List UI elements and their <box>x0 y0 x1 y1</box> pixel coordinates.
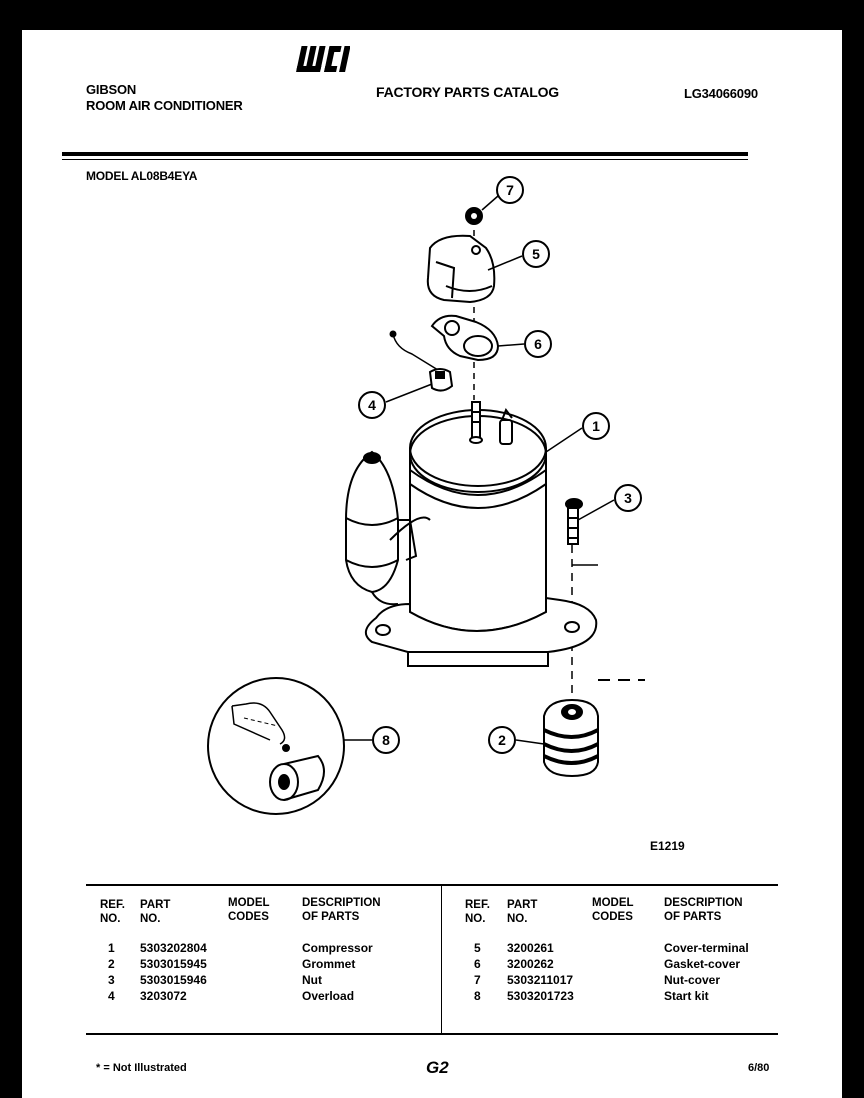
page-code: G2 <box>426 1058 449 1077</box>
table-row-part: 5303202804 <box>140 941 207 955</box>
table-row-part: 5303211017 <box>507 973 574 987</box>
callout-7-label: 7 <box>506 182 514 198</box>
hdr-model-right: MODEL CODES <box>592 897 634 923</box>
table-row-part: 5303015945 <box>140 957 207 971</box>
catalog-title: FACTORY PARTS CATALOG <box>376 84 559 100</box>
table-row-part: 5303201723 <box>507 989 574 1003</box>
table-row-ref: 3 <box>108 973 115 987</box>
table-row-part: 5303015946 <box>140 973 207 987</box>
hdr-ref-right: REF. NO. <box>465 899 490 925</box>
table-row-ref: 6 <box>474 957 481 971</box>
table-row-desc: Cover-terminal <box>664 941 749 955</box>
table-row-desc: Start kit <box>664 989 709 1003</box>
table-row-ref: 7 <box>474 973 481 987</box>
hdr-part-right: PART NO. <box>507 899 538 925</box>
callout-5-label: 5 <box>532 246 540 262</box>
table-row-part: 3200262 <box>507 957 554 971</box>
hdr-part-left: PART NO. <box>140 899 171 925</box>
brand-line-2: ROOM AIR CONDITIONER <box>86 98 243 113</box>
table-row-ref: 2 <box>108 957 115 971</box>
table-divider <box>441 886 442 1034</box>
table-row-ref: 1 <box>108 941 115 955</box>
footer-date: 6/80 <box>748 1062 770 1074</box>
catalog-number: LG34066090 <box>684 86 758 101</box>
hdr-model-left: MODEL CODES <box>228 897 270 923</box>
table-row-desc: Nut-cover <box>664 973 721 987</box>
brand-line-1: GIBSON <box>86 82 137 97</box>
footer-note: * = Not Illustrated <box>96 1062 187 1074</box>
table-row-desc: Compressor <box>302 941 373 955</box>
callout-2-label: 2 <box>498 732 506 748</box>
table-bottom-rule <box>86 1033 778 1035</box>
table-row-desc: Overload <box>302 989 355 1003</box>
figure-code: E1219 <box>650 839 685 853</box>
table-row-ref: 5 <box>474 941 481 955</box>
table-row-part: 3200261 <box>507 941 554 955</box>
table-row-part: 3203072 <box>140 989 187 1003</box>
callout-3-label: 3 <box>624 490 632 506</box>
table-row-desc: Nut <box>302 973 322 987</box>
table-top-rule <box>86 884 778 886</box>
table-row-desc: Grommet <box>302 957 356 971</box>
table-row-ref: 8 <box>474 989 481 1003</box>
hdr-desc-right: DESCRIPTION OF PARTS <box>664 897 743 923</box>
callout-1-label: 1 <box>592 418 600 434</box>
model-label: MODEL AL08B4EYA <box>86 169 198 183</box>
callout-4-label: 4 <box>368 397 376 413</box>
hdr-ref-left: REF. NO. <box>100 899 125 925</box>
hdr-desc-left: DESCRIPTION OF PARTS <box>302 897 381 923</box>
callout-6-label: 6 <box>534 336 542 352</box>
table-row-desc: Gasket-cover <box>664 957 741 971</box>
table-row-ref: 4 <box>108 989 115 1003</box>
callout-8-label: 8 <box>382 732 390 748</box>
